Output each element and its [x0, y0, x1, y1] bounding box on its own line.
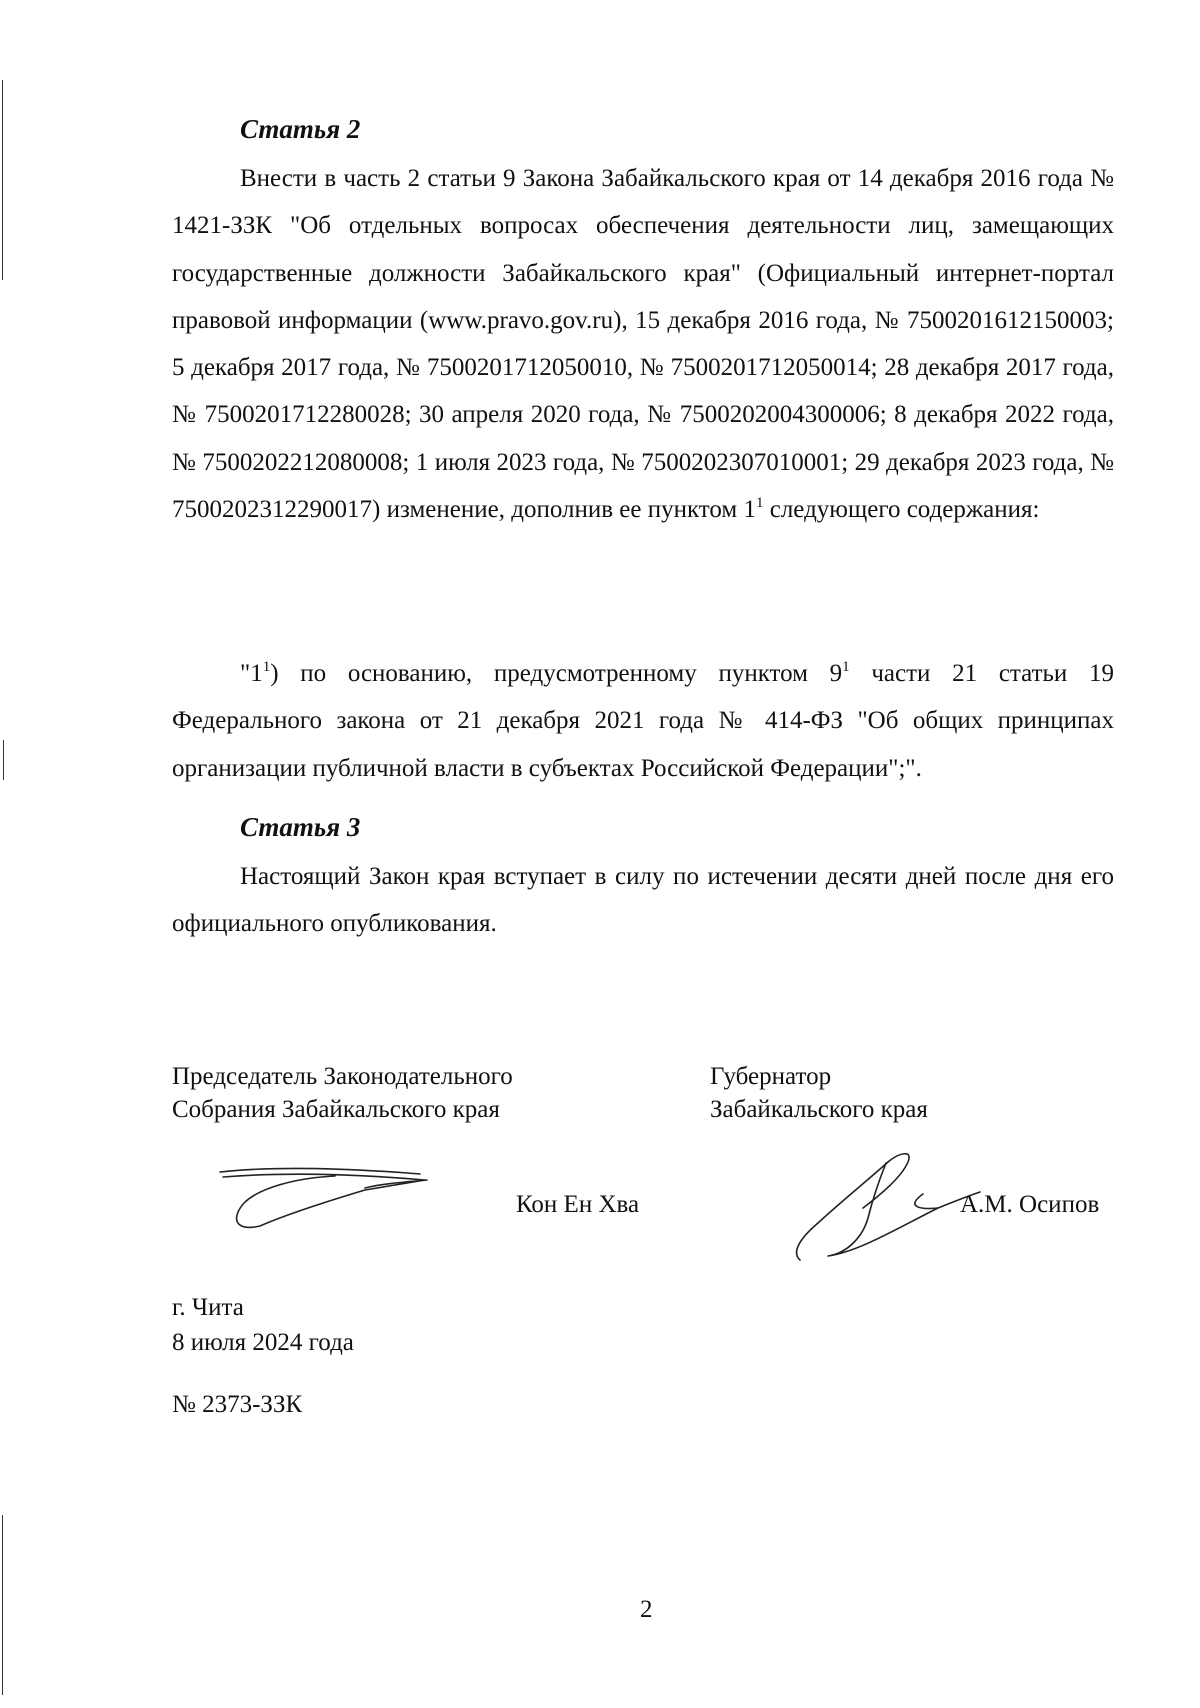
city: г. Чита	[172, 1294, 244, 1321]
superscript: 1	[842, 659, 850, 675]
page-number: 2	[640, 1596, 653, 1623]
scan-edge-mark	[2, 80, 3, 280]
article-2-paragraph-1-text: Внести в часть 2 статьи 9 Закона Забайкальского края от 14 декабря 2016 года № 1421-ЗЗК "Об отдельных вопросах обеспечения деятельности лиц, замещающих государственные должности Забайкальского края" (Официальный интернет-портал правовой информации (www.pravo.gov.ru), 15 декабря 2016 года, № 7500201612150003; 5 декабря 2017 года, № 7500201712050010, № 7500201712050014; 28 декабря 2017 года, № 7500201712280028; 30 апреля 2020 года, № 7500202004300006; 8 декабря 2022 года, № 7500202212080008; 1 июля 2023 года, № 7500202307010001; 29 декабря 2023 года, № 7500202312290017) изменение, дополнив ее пунктом 1	[172, 165, 1114, 524]
scan-edge-mark	[3, 740, 4, 780]
scan-edge-mark	[2, 1515, 3, 1695]
law-number: № 2373-ЗЗК	[172, 1391, 303, 1418]
chairman-signature	[215, 1160, 440, 1235]
paragraph-2-tail: части 21 статьи 19 Федерального закона от 21 декабря 2021 года № 414-ФЗ "Об общих принципах организации публичной власти в субъектах Российской Федерации";".	[172, 660, 1114, 782]
superscript: 1	[755, 495, 764, 512]
governor-name: А.М. Осипов	[960, 1191, 1100, 1218]
place-and-date	[172, 1290, 354, 1360]
article-2-title: Статья 2	[240, 114, 361, 144]
article-3-paragraph: Настоящий Закон края вступает в силу по истечении десяти дней после дня его официального опубликования.	[172, 863, 1114, 938]
article-2-paragraph-1	[172, 155, 1114, 533]
governor-title-line-2: Забайкальского края	[710, 1096, 928, 1123]
quote-start: "1	[240, 660, 263, 687]
chairman-title-line-2: Собрания Забайкальского края	[172, 1096, 500, 1123]
article-2-paragraph-1-tail: следующего содержания:	[763, 496, 1040, 524]
governor-title	[710, 1060, 928, 1126]
governor-signature	[788, 1148, 983, 1263]
governor-title-line-1: Губернатор	[710, 1063, 832, 1090]
article-3-title: Статья 3	[240, 812, 361, 842]
chairman-name: Кон Ен Хва	[516, 1191, 640, 1218]
article-2-paragraph-2	[172, 650, 1114, 792]
signing-date: 8 июля 2024 года	[172, 1329, 354, 1356]
paragraph-2-text: ) по основанию, предусмотренному пунктом 9	[270, 660, 843, 687]
chairman-title-line-1: Председатель Законодательного	[172, 1063, 513, 1090]
chairman-title	[172, 1060, 513, 1126]
superscript: 1	[262, 659, 271, 675]
